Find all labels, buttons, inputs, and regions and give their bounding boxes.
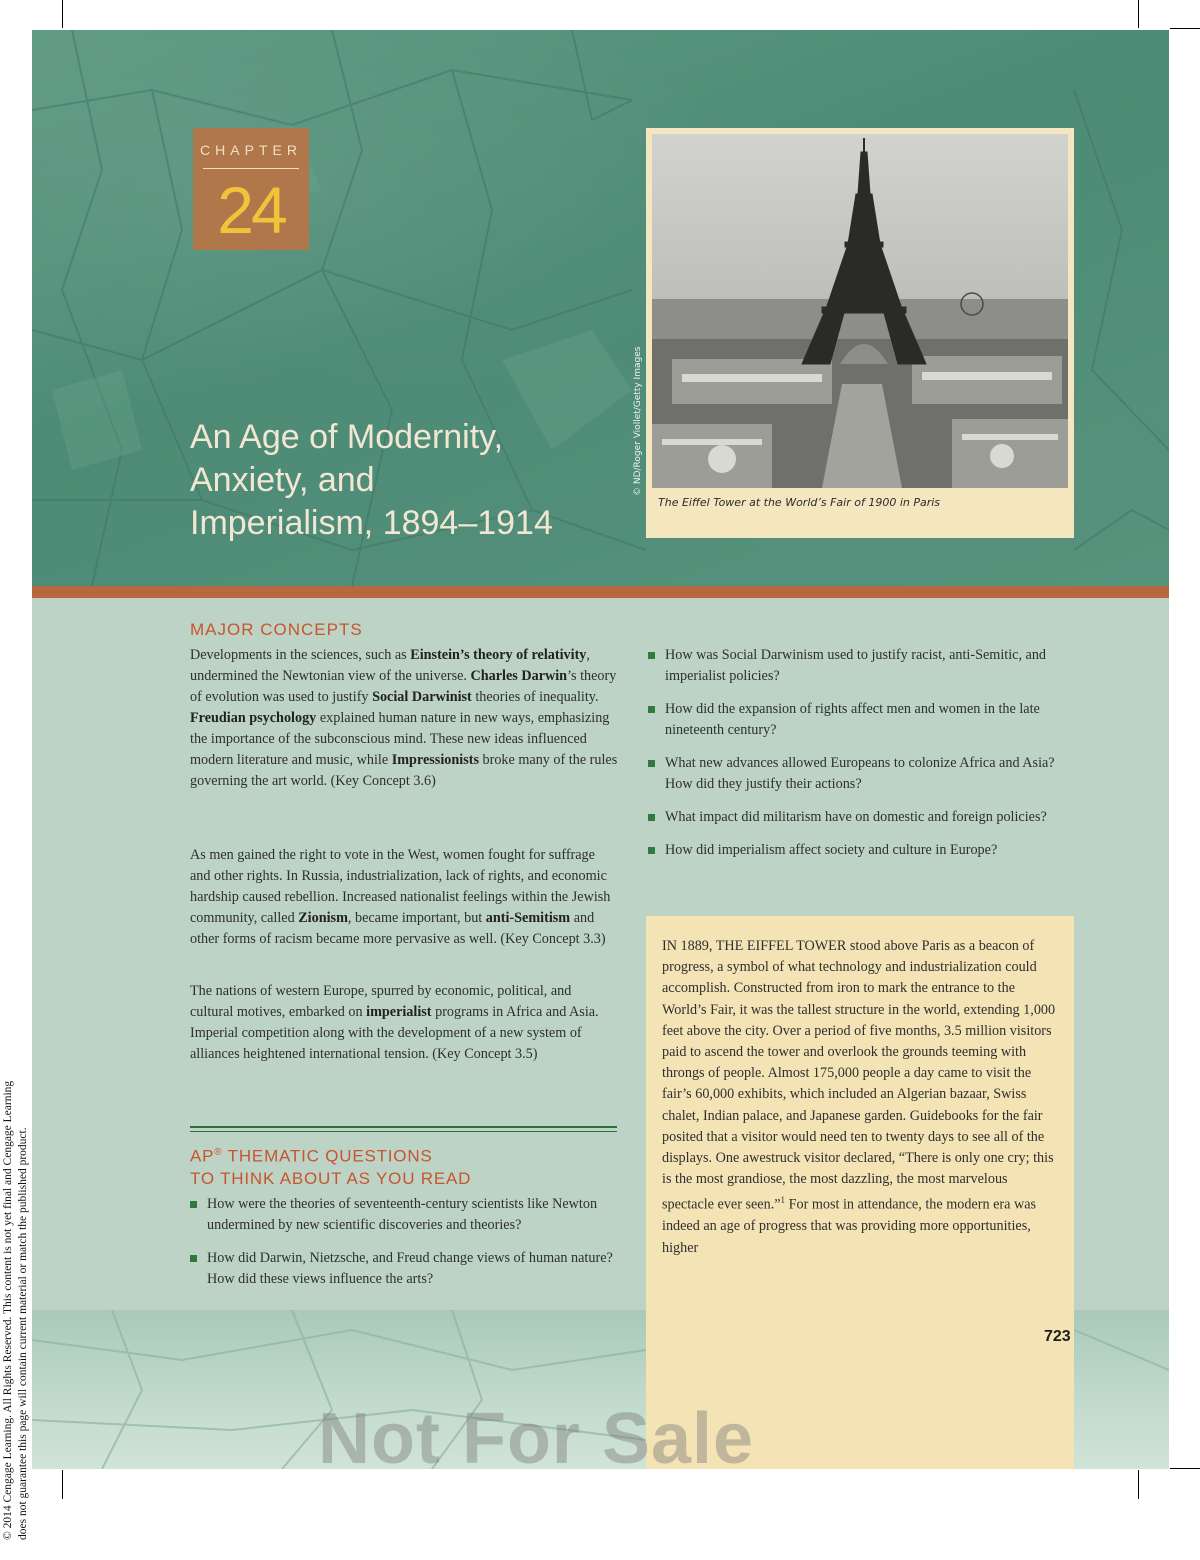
- list-item: [648, 807, 1068, 828]
- bullet-square-icon: [648, 706, 655, 713]
- ap-questions-right-list: [648, 645, 1068, 873]
- bullet-square-icon: [190, 1255, 197, 1262]
- list-item: [648, 753, 1068, 795]
- key-term: Charles Darwin: [470, 668, 568, 684]
- list-item: [648, 840, 1068, 861]
- chapter-title: [190, 416, 630, 545]
- chapter-number: 24: [217, 173, 285, 247]
- ap-label: AP: [190, 1146, 215, 1166]
- list-item: [648, 645, 1068, 687]
- list-item: [648, 699, 1068, 741]
- photo-frame: [646, 128, 1074, 538]
- crop-mark: [1138, 1470, 1139, 1499]
- question-text: How was Social Darwinism used to justify racist, anti-Semitic, and imperialist policies?: [665, 647, 1047, 684]
- not-for-sale-watermark: Not For Sale: [318, 1399, 755, 1469]
- major-concepts-heading: MAJOR CONCEPTS: [190, 620, 363, 639]
- chapter-opening-story: [662, 936, 1058, 1259]
- paragraph-text: explained human nature in new ways, emphasizing the importance of the subconscious mind. These new ideas influenced modern literature and music, while: [190, 710, 610, 768]
- chapter-title-line: An Age of Modernity,: [190, 418, 504, 456]
- paragraph-text: broke many of the rules governing the art world. (Key Concept 3.6): [190, 752, 618, 789]
- key-term: Impressionists: [391, 752, 479, 768]
- question-text: What impact did militarism have on domestic and foreign policies?: [665, 809, 1047, 825]
- key-term: imperialist: [366, 1004, 432, 1020]
- concept-paragraph-3: [190, 981, 618, 1065]
- crop-mark: [1170, 28, 1200, 29]
- divider-band: [32, 586, 1169, 598]
- bullet-square-icon: [190, 1201, 197, 1208]
- paragraph-text: The nations of western Europe, spurred by economic, political, and cultural motives, embarked on: [190, 983, 572, 1020]
- section-rule: [190, 1126, 617, 1128]
- photo-credit-text: © ND/Roger Viollet/Getty Images: [633, 346, 643, 496]
- ap-heading-line-2: TO THINK ABOUT AS YOU READ: [190, 1168, 472, 1188]
- key-term: Einstein’s theory of relativity: [410, 647, 587, 663]
- chapter-title-line: Imperialism, 1894–1914: [190, 504, 553, 542]
- chapter-word: CHAPTER: [200, 142, 302, 158]
- paragraph-text: ’s theory of evolution was used to justify: [190, 668, 617, 705]
- bullet-square-icon: [648, 847, 655, 854]
- paragraph-text: programs in Africa and Asia. Imperial competition along with the development of a new system of alliances heightened international tension. (Key Concept 3.5): [190, 1004, 599, 1062]
- bullet-square-icon: [648, 760, 655, 767]
- textbook-page: [32, 30, 1169, 1469]
- list-item: [190, 1194, 618, 1236]
- paragraph-text: theories of inequality.: [471, 689, 599, 705]
- story-lead: IN 1889, THE EIFFEL TOWER: [662, 938, 847, 954]
- crop-mark: [62, 0, 63, 28]
- paragraph-text: , became important, but: [347, 910, 486, 926]
- question-text: How were the theories of seventeenth-century scientists like Newton undermined by new scientific discoveries and theories?: [207, 1196, 598, 1233]
- chapter-label-box: [193, 128, 309, 250]
- key-term: Social Darwinist: [372, 689, 472, 705]
- key-term: anti-Semitism: [485, 910, 571, 926]
- copyright-line-1: © 2014 Cengage Learning. All Rights Reserved. This content is not yet final and Cengage Learning: [2, 1080, 14, 1540]
- photo-credit: [633, 346, 647, 496]
- ap-questions-heading: [190, 1142, 471, 1190]
- crop-mark: [62, 1470, 63, 1499]
- paragraph-text: , undermined the Newtonian view of the universe.: [190, 647, 590, 684]
- copyright-line-2: does not guarantee this page will contain current material or match the published product.: [17, 1127, 29, 1540]
- question-text: How did the expansion of rights affect men and women in the late nineteenth century?: [665, 701, 1040, 738]
- paragraph-text: and other forms of racism became more pervasive as well. (Key Concept 3.3): [190, 910, 606, 947]
- concept-paragraph-2: [190, 845, 618, 950]
- chapter-title-line: Anxiety, and: [190, 461, 375, 499]
- question-text: What new advances allowed Europeans to colonize Africa and Asia? How did they justify their actions?: [665, 755, 1055, 792]
- copyright-notice: [2, 1040, 34, 1560]
- list-item: [190, 1248, 618, 1290]
- story-text: stood above Paris as a beacon of progress, a symbol of what technology and industrialization could accomplish. Constructed from iron to mark the entrance to the World’s Fair, it was the tallest structure in the world, extending 1,000 feet above the city. Over a period of five months, 3.5 million visitors paid to ascend the tower and overlook the grounds teeming with throngs of people. Almost 175,000 people a day came to visit the fair’s 60,000 exhibits, which included an Algerian bazaar, Swiss chalet, Indian palace, and Japanese garden. Guidebooks for the fair posited that a visitor would need ten to twenty days to see all of the displays. One awestruck visitor declared, “There is only one cry; this is the most grandiose, the most dazzling, the most marvelous spectacle ever seen.”: [662, 938, 1056, 1214]
- question-text: How did Darwin, Nietzsche, and Freud change views of human nature? How did these views influence the arts?: [207, 1250, 613, 1287]
- photo-caption: The Eiffel Tower at the World’s Fair of 1900 in Paris: [658, 496, 941, 509]
- key-term: Zionism: [298, 910, 348, 926]
- ap-heading-text: THEMATIC QUESTIONS: [222, 1146, 433, 1166]
- bullet-square-icon: [648, 814, 655, 821]
- eiffel-tower-illustration: [652, 134, 1068, 488]
- key-term: Freudian psychology: [190, 710, 317, 726]
- crop-mark: [1138, 0, 1139, 28]
- chapter-rule: [203, 168, 299, 169]
- registered-mark: ®: [214, 1147, 223, 1158]
- crop-mark: [1170, 1468, 1200, 1469]
- ap-questions-left-list: [190, 1194, 618, 1302]
- eiffel-tower-photo: [652, 134, 1068, 488]
- footnote-marker: 1: [780, 1195, 786, 1206]
- page-number: 723: [1044, 1328, 1071, 1345]
- section-rule: [190, 1131, 617, 1132]
- question-text: How did imperialism affect society and culture in Europe?: [665, 842, 998, 858]
- bullet-square-icon: [648, 652, 655, 659]
- paragraph-text: As men gained the right to vote in the West, women fought for suffrage and other rights. In Russia, industrialization, lack of rights, and economic hardship caused rebellion. Increased nationalist feelings within the Jewish community, called: [190, 847, 611, 926]
- story-box: [646, 916, 1074, 1469]
- chapter-opener-banner: [32, 30, 1169, 586]
- concept-paragraph-1: [190, 645, 618, 792]
- paragraph-text: Developments in the sciences, such as: [190, 647, 411, 663]
- story-text: For most in attendance, the modern era was indeed an age of progress that was providing more opportunities, higher: [662, 1197, 1037, 1256]
